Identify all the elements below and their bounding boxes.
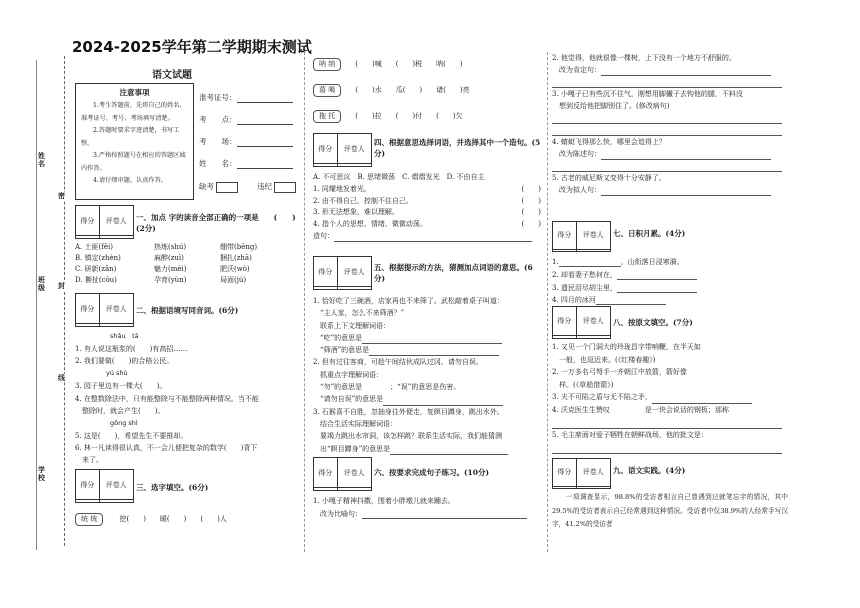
score-table bbox=[552, 221, 611, 252]
q5-line: 要竭力跳出水帘洞，该怎样跳？联系生活实际，我们能猜测 bbox=[313, 432, 502, 441]
score-label: 得分 bbox=[76, 294, 100, 324]
section-5-heading: 五、根据提示的方法，猜测加点词语的意思。(6分) bbox=[374, 263, 533, 283]
answer-line[interactable] bbox=[362, 518, 527, 519]
q1-option: A. 土匪(fěi) bbox=[75, 243, 113, 251]
score-table bbox=[75, 469, 134, 503]
score-label: 得分 bbox=[76, 470, 100, 500]
q7-row bbox=[552, 270, 697, 280]
q3-row-text: ( )水 瓜( ) 诸( )亮 bbox=[355, 86, 470, 94]
q1-option: 捆扎(zhā) bbox=[220, 254, 252, 262]
notes-box bbox=[75, 83, 194, 200]
name-field[interactable] bbox=[199, 158, 293, 169]
score-label: 得分 bbox=[314, 458, 338, 488]
score-table bbox=[552, 306, 611, 339]
column-divider bbox=[304, 52, 305, 552]
char-choice-box: 拖 托 bbox=[313, 110, 341, 123]
q8-line: 1. 又见一个门洞大的玲珑昌字带响鞭，在半天如 bbox=[552, 343, 701, 351]
page-subtitle: 语文试题 bbox=[152, 70, 192, 81]
q4-item: 3. 形无法想象，难以理解。 bbox=[313, 208, 399, 216]
q4-item: 4. 指个人的思想、情绪、微微动荡。 bbox=[313, 219, 427, 228]
note-item: 4.请仔细审题，认真作答。 bbox=[93, 177, 167, 184]
q6-line: 4. 蜻蜓飞得那么快，哪里会追得上？ bbox=[552, 138, 666, 146]
q6-line: 1. 小嘎子精神抖擞，围着小胖墩儿就来蹦去。 bbox=[313, 497, 455, 505]
answer-bracket[interactable]: ( ) bbox=[521, 219, 541, 228]
q4-item: 2. 由不得自己，控制不住自己。 bbox=[313, 196, 413, 205]
section-1-heading: 一、加点 字的读音全部正确的一项是 ( )(2分) bbox=[136, 213, 296, 233]
answer-line[interactable] bbox=[552, 453, 782, 454]
q1-option: C. 研新(zǎn) bbox=[75, 265, 117, 273]
q5-body bbox=[313, 295, 543, 455]
q8-line: 5. 毛主席面对爱子牺牲在朝鲜战场，他的批文是： bbox=[552, 430, 708, 439]
violation-checkbox[interactable] bbox=[257, 181, 296, 193]
q4-item: 1. 同耀地发着光。 bbox=[313, 185, 371, 193]
column-divider bbox=[547, 52, 548, 552]
exam-room-label: 考 场： bbox=[199, 137, 237, 146]
q7-item: 3. 遗民泪尽胡尘里， bbox=[552, 284, 617, 292]
answer-line[interactable] bbox=[617, 292, 697, 293]
q3-row bbox=[313, 110, 463, 123]
q1-option: 肥沃(wò) bbox=[220, 265, 250, 273]
char-choice-box: 葛 喝 bbox=[313, 84, 341, 97]
q7-item: 1. bbox=[552, 258, 559, 266]
q1-option: 麻醉(zuì) bbox=[154, 254, 184, 262]
q6-continued bbox=[552, 52, 788, 196]
answer-line[interactable] bbox=[601, 195, 771, 196]
exam-point-label: 考 点： bbox=[199, 115, 237, 124]
absent-checkbox[interactable] bbox=[199, 181, 238, 193]
exam-room-field[interactable] bbox=[199, 136, 293, 147]
side-label-class: 班级 bbox=[38, 275, 45, 292]
note-item: 3.严格按照题号在相应的答题区域内作答。 bbox=[81, 152, 186, 172]
q2-item: 1. 有人说这瓶浆的( )有高招…… bbox=[75, 345, 188, 353]
char-choice-box: 统 统 bbox=[75, 513, 103, 526]
q5-line: “勿”的意思是 ；“误”的意思是伤害。 bbox=[313, 383, 461, 392]
pinyin-hint: yú shù bbox=[106, 369, 128, 377]
q6-answer-row bbox=[313, 509, 527, 519]
score-table bbox=[313, 256, 372, 290]
q5-line: “吃”的意思是 bbox=[313, 333, 363, 342]
grader-label: 评卷人 bbox=[99, 470, 134, 500]
q6-line: 改为肯定句： bbox=[552, 66, 601, 74]
q7-row bbox=[552, 257, 684, 267]
answer-line[interactable] bbox=[596, 304, 666, 305]
make-sentence-label: 造句： bbox=[313, 232, 334, 240]
q8-line: 4. 沃克医生生赞叹 是一块会说话的钢板；那称 bbox=[552, 405, 729, 414]
side-label-school: 学校 bbox=[38, 465, 45, 482]
q1-options bbox=[75, 242, 295, 286]
binding-rule bbox=[36, 60, 37, 550]
q1-option: D. 撕扯(cōu) bbox=[75, 276, 117, 284]
violation-label: 违纪 bbox=[257, 182, 272, 191]
grader-label: 评卷人 bbox=[337, 134, 372, 164]
section-9-heading: 九、语文实践。(4分) bbox=[613, 466, 686, 475]
answer-line[interactable] bbox=[617, 279, 697, 280]
score-label: 得分 bbox=[314, 134, 338, 164]
q1-option: B. 镇定(zhèn) bbox=[75, 254, 121, 262]
score-table bbox=[552, 458, 611, 489]
side-label-name: 姓名 bbox=[38, 151, 45, 168]
exam-no-field[interactable] bbox=[199, 92, 293, 103]
q6-line: 改为拟人句： bbox=[552, 186, 601, 194]
binding-line bbox=[64, 56, 65, 546]
absent-label: 缺考 bbox=[199, 182, 214, 191]
q9-passage: 一项调查显示，98.8%的受访者相言自己曾遇到过就笔忘字的情况，其中29.5%的受访者表示自己经常遇到这种情况。受访者中仅38.9%的人经常手写汉字，41.2%的受访者 bbox=[552, 493, 788, 528]
section-3-heading: 三、选字填空。(6分) bbox=[136, 483, 209, 492]
q6-line: 改为陈述句： bbox=[552, 150, 601, 158]
q1-option: 绷带(bēng) bbox=[220, 243, 258, 251]
q1-option: 魅力(mèi) bbox=[154, 265, 187, 273]
q6-line: 2. 他觉得，他就很像一棵树，上下没有一个地方不舒服的。 bbox=[552, 54, 736, 62]
answer-bracket[interactable]: ( ) bbox=[521, 185, 541, 193]
score-label: 得分 bbox=[553, 459, 577, 487]
q1-option: 孕育(yùn) bbox=[154, 276, 187, 284]
section-2-heading: 二、根据语境写同音词。(6分) bbox=[136, 306, 239, 315]
page-title: 2024-2025学年第二学期期末测试 bbox=[72, 38, 312, 56]
q2-item: 4. 在整数除法中，只有能整除与不能整除两种情况。当不能 bbox=[75, 395, 259, 403]
score-table bbox=[75, 293, 134, 327]
q3-row-text: ( )喊 ( )税 呐( ) bbox=[355, 60, 463, 68]
answer-bracket[interactable]: ( ) bbox=[521, 208, 541, 216]
q5-line: 2. 但有过往客商，可趁午间结伙成队过冈，请勿自误。 bbox=[313, 358, 483, 367]
q8-line: 一般，也逗近来。(《红楼春趣》) bbox=[552, 355, 656, 364]
q1-option: 局面(jú) bbox=[220, 276, 247, 284]
answer-line[interactable] bbox=[559, 266, 621, 267]
q6-line: 5. 古老的威尼斯又变得十分安静了。 bbox=[552, 174, 666, 182]
q8-line: 2. 一万多名弓弩手一齐朝江中放箭，箭好像 bbox=[552, 368, 687, 377]
grader-label: 评卷人 bbox=[99, 206, 134, 236]
grader-label: 评卷人 bbox=[337, 257, 372, 287]
pinyin-hint: gōng shì bbox=[110, 419, 138, 427]
pinyin-hint: shǎu tā bbox=[110, 332, 139, 340]
notes-heading: 注意事项 bbox=[119, 88, 150, 97]
binding-mark-feng: 封 bbox=[58, 282, 68, 290]
q5-line: “请勿自误”的意思是 bbox=[313, 395, 384, 404]
section-4-heading: 四、根据意思选择词语，并选择其中一个造句。(5分) bbox=[374, 138, 541, 158]
q6-line: 想到反给他把脚别住了。(修改病句) bbox=[552, 102, 670, 110]
exam-point-field[interactable] bbox=[199, 114, 293, 125]
answer-line[interactable] bbox=[334, 241, 532, 242]
q5-line: 联系上下文理解词语： bbox=[313, 321, 390, 330]
binding-mark-mi: 密 bbox=[58, 192, 68, 200]
q5-line: 1. 恰好吃了三碗酒，店家再也不来筛了。武松敲着桌子叫道： bbox=[313, 297, 504, 305]
q8-body bbox=[552, 341, 788, 453]
q5-line: “筛酒”的意思是 bbox=[313, 346, 370, 355]
q5-line: 结合生活实际理解词语： bbox=[313, 419, 397, 428]
q8-line: 样。(《草船借箭》) bbox=[552, 380, 614, 389]
score-table bbox=[75, 205, 134, 239]
note-item: 2.答题时要求字迹清楚，书写工整。 bbox=[81, 127, 180, 147]
q3-row bbox=[75, 513, 227, 526]
q2-item: 整除时，就会产生( )。 bbox=[75, 407, 165, 415]
q2-item: 5. 这是( )，希望先生不要推却。 bbox=[75, 432, 188, 440]
q4-options: A. 不可思议 B. 思绪微荡 C. 熠熠发光 D. 不由自主 bbox=[313, 173, 485, 181]
q2-item: 来了。 bbox=[75, 456, 103, 464]
score-label: 得分 bbox=[314, 257, 338, 287]
score-label: 得分 bbox=[553, 222, 577, 250]
q7-item: 4. 四月的冰河 bbox=[552, 296, 596, 304]
score-label: 得分 bbox=[76, 206, 100, 236]
q4-list bbox=[313, 184, 541, 242]
q7-tail: ，山衔落日浸寒漪。 bbox=[620, 258, 684, 266]
exam-no-label: 准考证号： bbox=[199, 93, 237, 102]
q5-line: 3. 石猴喜不自胜，忽抽身往外便走，复瞑目蹲身，跳出水外。 bbox=[313, 407, 504, 416]
q3-row bbox=[313, 84, 470, 97]
answer-bracket[interactable]: ( ) bbox=[521, 196, 541, 205]
q3-row-text: ( )拉 ( )付 ( )欠 bbox=[355, 112, 463, 120]
grader-label: 评卷人 bbox=[576, 307, 611, 336]
grader-label: 评卷人 bbox=[576, 459, 611, 487]
score-table bbox=[313, 457, 372, 491]
section-6-heading: 六、按要求完成句子练习。(10分) bbox=[374, 468, 490, 477]
q2-item: 3. 园子里边有一棵大( )。 bbox=[75, 382, 167, 390]
q1-option: 热炼(shú) bbox=[154, 243, 187, 251]
q2-item: 2. 我们要做( )的合格公民。 bbox=[75, 357, 174, 365]
q7-row bbox=[552, 295, 666, 305]
q8-line: 3. 夫不可陷之盾与无不陷之矛， bbox=[552, 393, 652, 402]
score-table bbox=[313, 133, 372, 167]
q7-item: 2. 却看妻子愁何在， bbox=[552, 271, 617, 279]
q5-line: 抓重点字理解词语： bbox=[313, 370, 383, 379]
char-choice-box: 呐 纳 bbox=[313, 58, 341, 71]
q6-line: 改为比喻句： bbox=[313, 510, 362, 518]
section-7-heading: 七、日积月累。(4分) bbox=[613, 229, 686, 238]
grader-label: 评卷人 bbox=[337, 458, 372, 488]
grader-label: 评卷人 bbox=[99, 294, 134, 324]
q6-line: 3. 小嘎子已有些沉不住气，刚想用脚撇子去钩他的腿，不料没 bbox=[552, 90, 743, 98]
grader-label: 评卷人 bbox=[576, 222, 611, 250]
q3-row-text: 挖( ) 暖( ) ( )人 bbox=[119, 515, 227, 523]
binding-mark-xian: 线 bbox=[58, 374, 68, 382]
q5-line: “主人家，怎么不来筛酒？” bbox=[313, 309, 405, 318]
name-label: 姓 名： bbox=[199, 159, 237, 168]
answer-line[interactable] bbox=[390, 454, 508, 455]
section-8-heading: 八、按原文填空。(7分) bbox=[613, 318, 693, 327]
score-label: 得分 bbox=[553, 307, 577, 336]
q5-line: 出“瞑目蹲身”的意思是 bbox=[313, 444, 391, 453]
q7-row bbox=[552, 283, 697, 293]
note-item: 1.考生答题前，先将自己的姓名、准考证号、考号、考场填写清楚。 bbox=[81, 102, 186, 122]
q3-row bbox=[313, 58, 463, 71]
q2-item: 6. 林一凡读得很认真，不一会儿便把复杂的数学( )背下 bbox=[75, 444, 258, 452]
